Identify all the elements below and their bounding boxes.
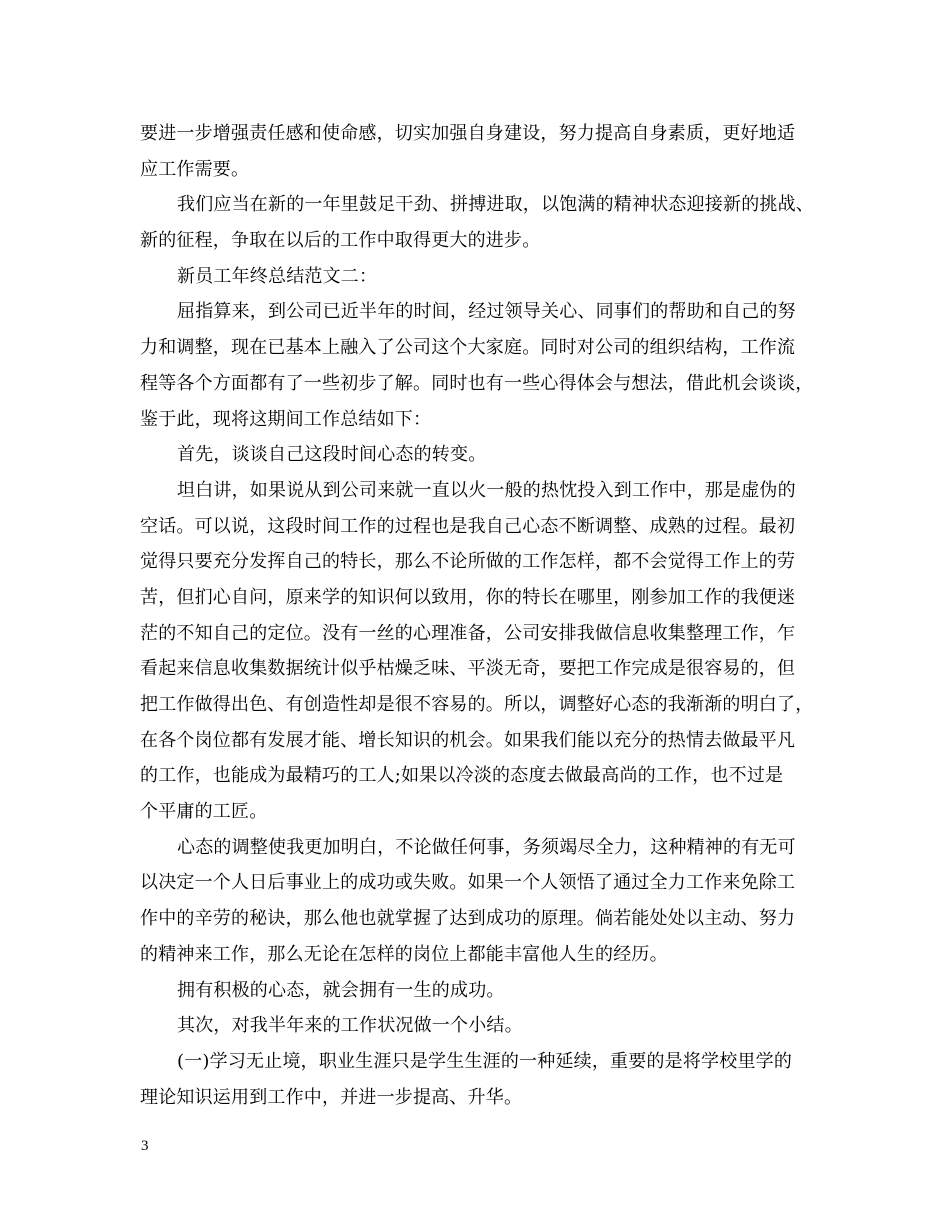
text-line: 其次，对我半年来的工作状况做一个小结。 [177, 1015, 523, 1037]
text-line: 苦，但扪心自问，原来学的知识何以致用，你的特长在哪里，刚参加工作的我便迷 [140, 586, 796, 608]
paragraph-10 [140, 1044, 822, 1115]
text-line: 首先，谈谈自己这段时间心态的转变。 [177, 444, 487, 466]
paragraph-6 [140, 473, 822, 830]
text-line: 空话。可以说，这段时间工作的过程也是我自己心态不断调整、成熟的过程。最初 [140, 515, 796, 537]
text-line: 的精神来工作，那么无论在怎样的岗位上都能丰富他人生的经历。 [140, 943, 668, 965]
text-line: 坦白讲，如果说从到公司来就一直以火一般的热忱投入到工作中，那是虚伪的 [177, 479, 796, 501]
text-line: 新的征程，争取在以后的工作中取得更大的进步。 [140, 230, 541, 252]
text-line: 拥有积极的心态，就会拥有一生的成功。 [177, 979, 505, 1001]
text-line: 程等各个方面都有了一些初步了解。同时也有一些心得体会与想法，借此机会谈谈， [140, 372, 814, 394]
page-number: 3 [141, 1138, 149, 1154]
text-line: 作中的辛劳的秘诀，那么他也就掌握了达到成功的原理。倘若能处处以主动、努力 [140, 908, 796, 930]
text-line: 要进一步增强责任感和使命感，切实加强自身建设，努力提高自身素质，更好地适 [140, 123, 796, 144]
paragraph-5 [140, 437, 822, 473]
text-line: 的工作，也能成为最精巧的工人;如果以冷淡的态度去做最高尚的工作，也不过是 [140, 765, 784, 787]
paragraph-9 [140, 1008, 822, 1044]
text-line: 鉴于此，现将这期间工作总结如下： [140, 408, 432, 430]
text-line: 以决定一个人日后事业上的成功或失败。如果一个人领悟了通过全力工作来免除工 [140, 872, 796, 894]
text-line: 觉得只要充分发挥自己的特长，那么不论所做的工作怎样，都不会觉得工作上的劳 [140, 551, 796, 573]
text-line: 力和调整，现在已基本上融入了公司这个大家庭。同时对公司的组织结构，工作流 [140, 337, 796, 359]
section-heading [140, 259, 822, 295]
text-line: 屈指算来，到公司已近半年的时间，经过领导关心、同事们的帮助和自己的努 [177, 301, 796, 323]
text-line: (一)学习无止境，职业生涯只是学生生涯的一种延续，重要的是将学校里学的 [177, 1050, 793, 1072]
document-body [140, 116, 822, 1115]
paragraph-2 [140, 187, 822, 258]
text-line: 我们应当在新的一年里鼓足干劲、拼搏进取，以饱满的精神状态迎接新的挑战、 [177, 194, 814, 216]
text-line: 在各个岗位都有发展才能、增长知识的机会。如果我们能以充分的热情去做最平凡 [140, 729, 796, 751]
text-line: 心态的调整使我更加明白，不论做任何事，务须竭尽全力，这种精神的有无可 [177, 836, 796, 858]
text-line: 茫的不知自己的定位。没有一丝的心理准备，公司安排我做信息收集整理工作，乍 [140, 622, 796, 644]
paragraph-1 [140, 116, 822, 187]
text-line: 理论知识运用到工作中，并进一步提高、升华。 [140, 1086, 523, 1108]
paragraph-7 [140, 830, 822, 973]
text-line: 应工作需要。 [140, 158, 250, 180]
text-line: 把工作做得出色、有创造性却是很不容易的。所以，调整好心态的我渐渐的明白了， [140, 694, 814, 715]
text-line: 看起来信息收集数据统计似乎枯燥乏味、平淡无奇，要把工作完成是很容易的，但 [140, 658, 796, 680]
text-line: 新员工年终总结范文二： [177, 265, 378, 287]
paragraph-4 [140, 294, 822, 437]
paragraph-8 [140, 973, 822, 1009]
text-line: 个平庸的工匠。 [140, 801, 268, 823]
